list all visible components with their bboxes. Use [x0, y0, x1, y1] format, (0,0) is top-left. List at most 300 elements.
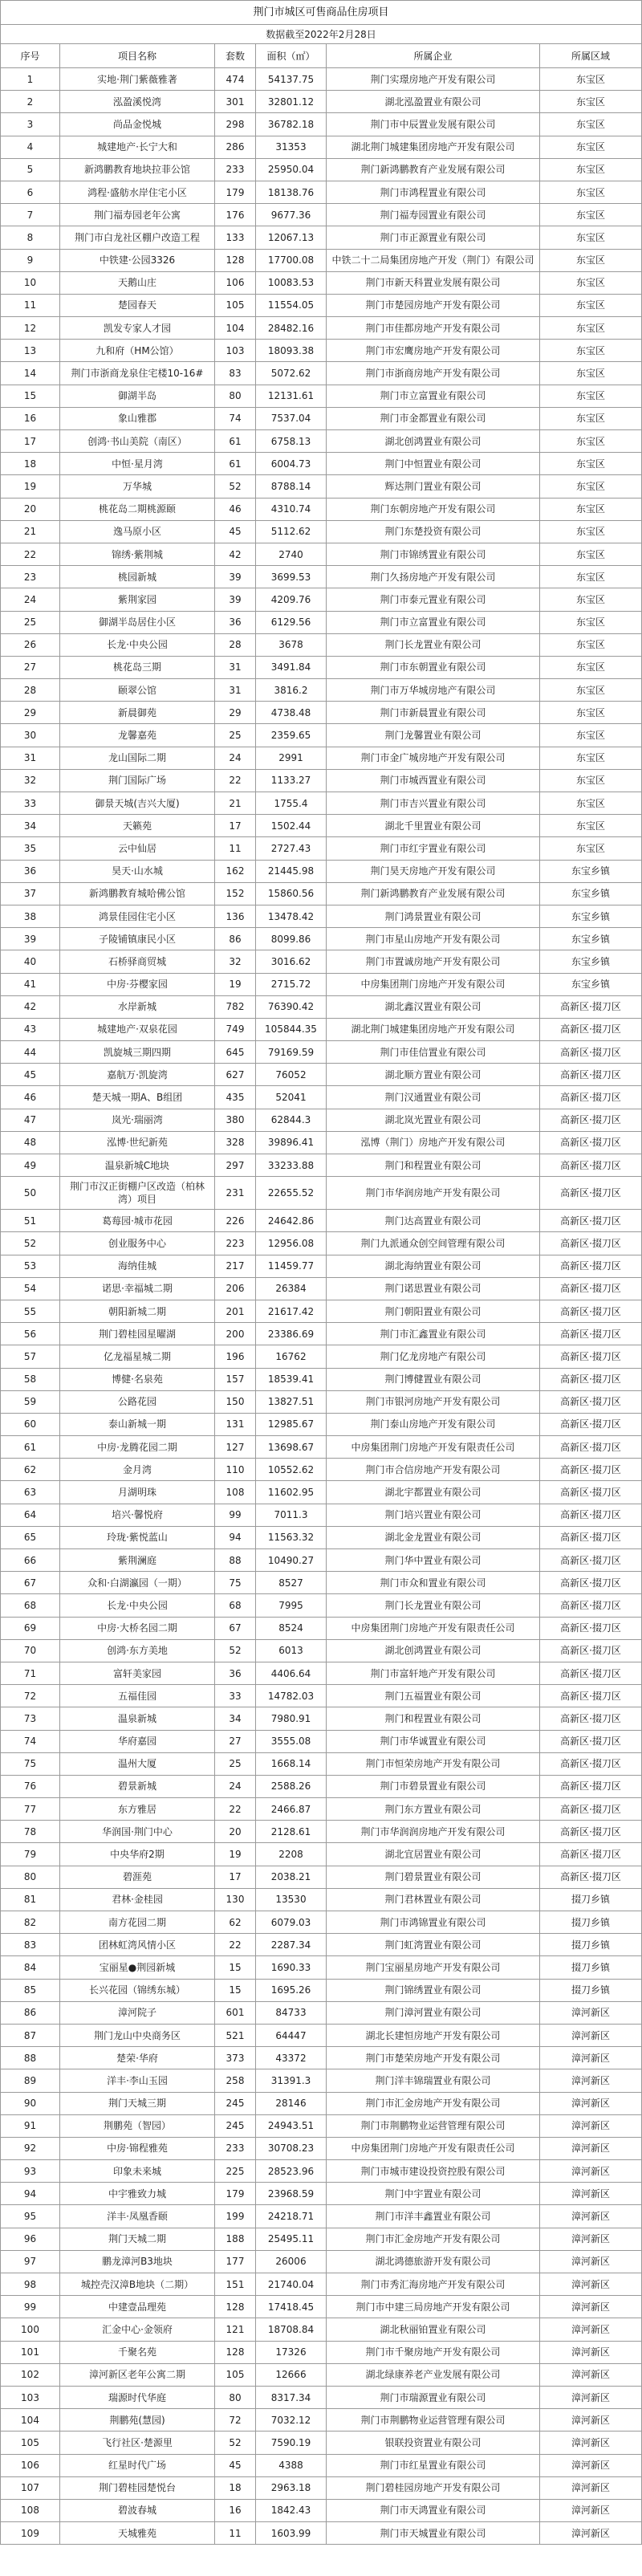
cell-index: 49: [1, 1154, 60, 1177]
cell-district: 东宝乡镇: [540, 928, 642, 950]
cell-company: 荆门市立富置业有限公司: [327, 612, 540, 634]
cell-index: 2: [1, 91, 60, 113]
cell-units: 105: [215, 295, 256, 317]
cell-area: 4738.48: [256, 702, 327, 724]
cell-district: 漳河新区: [540, 2205, 642, 2228]
cell-district: 漳河新区: [540, 2409, 642, 2432]
cell-company: 荆门中恒置业有限公司: [327, 453, 540, 475]
cell-units: 21: [215, 792, 256, 815]
cell-index: 11: [1, 295, 60, 317]
cell-company: 中房集团荆门房地产开发有限公司: [327, 974, 540, 996]
cell-project-name: 中房·芬樱家园: [60, 974, 215, 996]
cell-project-name: 温泉新城: [60, 1707, 215, 1730]
cell-district: 高新区·掇刀区: [540, 1369, 642, 1391]
cell-units: 106: [215, 272, 256, 295]
cell-units: 127: [215, 1436, 256, 1459]
cell-project-name: 南方花园二期: [60, 1911, 215, 1934]
cell-district: 东宝区: [540, 657, 642, 679]
cell-area: 11602.95: [256, 1481, 327, 1504]
table-row: [1, 2500, 642, 2522]
table-row: [1, 1278, 642, 1300]
cell-area: 12131.61: [256, 385, 327, 408]
cell-units: 28: [215, 634, 256, 657]
cell-company: 荆门市秀汇海房地产开发有限公司: [327, 2273, 540, 2296]
cell-units: 233: [215, 159, 256, 181]
cell-index: 71: [1, 1662, 60, 1685]
cell-company: 荆门鸿景置业有限公司: [327, 905, 540, 928]
cell-company: 荆门达高置业有限公司: [327, 1210, 540, 1232]
cell-project-name: 城建地产·双泉花园: [60, 1019, 215, 1041]
cell-district: 东宝区: [540, 475, 642, 498]
cell-project-name: 瑞源时代华庭: [60, 2387, 215, 2409]
cell-company: 荆门泰山房地产开发有限公司: [327, 1414, 540, 1436]
table-row: [1, 2273, 642, 2296]
table-row: [1, 453, 642, 475]
cell-area: 64447: [256, 2025, 327, 2047]
cell-area: 5072.62: [256, 362, 327, 385]
cell-units: 301: [215, 91, 256, 113]
cell-units: 94: [215, 1527, 256, 1549]
cell-index: 72: [1, 1685, 60, 1707]
cell-district: 高新区·掇刀区: [540, 1177, 642, 1210]
cell-area: 17700.08: [256, 250, 327, 272]
cell-units: 749: [215, 1019, 256, 1041]
cell-project-name: 荆门福寿园老年公寓: [60, 204, 215, 226]
table-row: [1, 1753, 642, 1776]
cell-units: 24: [215, 1776, 256, 1798]
cell-area: 21617.42: [256, 1300, 327, 1323]
cell-index: 7: [1, 204, 60, 226]
cell-area: 23386.69: [256, 1323, 327, 1345]
cell-project-name: 实地·荆门紫薇雅著: [60, 68, 215, 91]
cell-company: 湖北顺方置业有限公司: [327, 1064, 540, 1086]
cell-district: 东宝区: [540, 385, 642, 408]
cell-district: 东宝区: [540, 837, 642, 860]
cell-project-name: 水岸新城: [60, 996, 215, 1019]
cell-units: 151: [215, 2273, 256, 2296]
cell-area: 2991: [256, 747, 327, 770]
cell-company: 荆门和程置业有限公司: [327, 1154, 540, 1177]
cell-index: 96: [1, 2228, 60, 2251]
cell-project-name: 君林·金桂园: [60, 1889, 215, 1911]
table-row: [1, 657, 642, 679]
cell-company: 银联投资置业有限公司: [327, 2432, 540, 2454]
cell-company: 荆门长龙置业有限公司: [327, 634, 540, 657]
cell-units: 176: [215, 204, 256, 226]
cell-units: 61: [215, 453, 256, 475]
cell-index: 38: [1, 905, 60, 928]
cell-index: 39: [1, 928, 60, 950]
cell-area: 76390.42: [256, 996, 327, 1019]
cell-units: 177: [215, 2251, 256, 2273]
cell-company: 荆门市汇金房地产开发有限公司: [327, 2228, 540, 2251]
cell-index: 45: [1, 1064, 60, 1086]
cell-units: 36: [215, 1662, 256, 1685]
table-body: [1, 68, 642, 2545]
cell-company: 荆门朝阳置业有限公司: [327, 1300, 540, 1323]
cell-district: 高新区·掇刀区: [540, 1459, 642, 1481]
cell-units: 188: [215, 2228, 256, 2251]
cell-project-name: 中房·锦程雅苑: [60, 2138, 215, 2160]
table-row: [1, 2093, 642, 2115]
table-row: [1, 2387, 642, 2409]
cell-units: 99: [215, 1504, 256, 1527]
cell-units: 150: [215, 1391, 256, 1414]
cell-project-name: 培兴·馨悦府: [60, 1504, 215, 1527]
cell-index: 16: [1, 408, 60, 430]
cell-area: 3016.62: [256, 950, 327, 973]
cell-area: 18539.41: [256, 1369, 327, 1391]
cell-index: 29: [1, 702, 60, 724]
cell-units: 22: [215, 1934, 256, 1956]
cell-index: 103: [1, 2387, 60, 2409]
table-row: [1, 2069, 642, 2092]
cell-company: 荆门新鸿鹏教育产业发展有限公司: [327, 159, 540, 181]
cell-company: 荆门宝丽星房地产开发有限公司: [327, 1956, 540, 1979]
cell-area: 79169.59: [256, 1041, 327, 1064]
cell-company: 荆门汉通置业有限公司: [327, 1086, 540, 1109]
header-project-name: 项目名称: [60, 44, 215, 68]
cell-index: 3: [1, 113, 60, 136]
cell-district: 东宝区: [540, 702, 642, 724]
cell-units: 121: [215, 2318, 256, 2341]
cell-company: 荆门福寿园置业有限公司: [327, 204, 540, 226]
cell-company: 荆门诺思置业有限公司: [327, 1278, 540, 1300]
cell-district: 高新区·掇刀区: [540, 1843, 642, 1866]
cell-project-name: 鹏龙漳河B3地块: [60, 2251, 215, 2273]
cell-units: 31: [215, 679, 256, 702]
cell-company: 泓博（荆门）房地产开发有限公司: [327, 1132, 540, 1154]
table-row: [1, 2115, 642, 2138]
cell-units: 52: [215, 2432, 256, 2454]
cell-district: 高新区·掇刀区: [540, 1436, 642, 1459]
table-row: [1, 1618, 642, 1640]
cell-area: 12985.67: [256, 1414, 327, 1436]
cell-area: 7032.12: [256, 2409, 327, 2432]
cell-project-name: 九和府（HM公馆）: [60, 340, 215, 362]
cell-units: 200: [215, 1323, 256, 1345]
cell-project-name: 中宇雅致力城: [60, 2183, 215, 2205]
table-row: [1, 1776, 642, 1798]
cell-company: 荆门培兴置业有限公司: [327, 1504, 540, 1527]
cell-area: 17326: [256, 2342, 327, 2364]
cell-project-name: 锦绣·紫荆城: [60, 543, 215, 566]
cell-index: 23: [1, 566, 60, 588]
cell-company: 荆门市万华城房地产有限公司: [327, 679, 540, 702]
cell-area: 18138.76: [256, 181, 327, 204]
cell-company: 荆门市吉兴置业有限公司: [327, 792, 540, 815]
cell-project-name: 东方雅居: [60, 1798, 215, 1821]
table-row: [1, 1889, 642, 1911]
cell-project-name: 温泉新城C地块: [60, 1154, 215, 1177]
cell-index: 20: [1, 499, 60, 521]
cell-area: 1690.33: [256, 1956, 327, 1979]
cell-project-name: 宝丽星●荆园新城: [60, 1956, 215, 1979]
cell-units: 25: [215, 1753, 256, 1776]
cell-units: 162: [215, 861, 256, 883]
cell-index: 25: [1, 612, 60, 634]
cell-units: 201: [215, 1300, 256, 1323]
cell-index: 26: [1, 634, 60, 657]
cell-company: 荆门市佳都房地产开发有限公司: [327, 317, 540, 340]
cell-index: 18: [1, 453, 60, 475]
table-row: [1, 2160, 642, 2183]
table-row: [1, 1549, 642, 1572]
cell-company: 荆门市鸿程置业有限公司: [327, 181, 540, 204]
cell-units: 25: [215, 724, 256, 747]
cell-district: 高新区·掇刀区: [540, 1154, 642, 1177]
cell-project-name: 荆门市浙商龙泉住宅楼10-16#: [60, 362, 215, 385]
header-area: 面积（㎡）: [256, 44, 327, 68]
cell-area: 22655.52: [256, 1177, 327, 1210]
cell-project-name: 新鸿鹏教育城哈佛公馆: [60, 883, 215, 905]
table-row: [1, 1821, 642, 1843]
cell-units: 19: [215, 1843, 256, 1866]
table-row: [1, 2025, 642, 2047]
table-row: [1, 159, 642, 181]
table-row: [1, 1210, 642, 1232]
cell-project-name: 象山雅郡: [60, 408, 215, 430]
cell-area: 12956.08: [256, 1232, 327, 1255]
cell-units: 67: [215, 1618, 256, 1640]
cell-project-name: 天籁苑: [60, 815, 215, 837]
cell-units: 179: [215, 181, 256, 204]
cell-company: 中房集团荆门房地产开发有限责任公司: [327, 2138, 540, 2160]
cell-units: 645: [215, 1041, 256, 1064]
cell-index: 35: [1, 837, 60, 860]
cell-area: 33233.88: [256, 1154, 327, 1177]
cell-district: 掇刀乡镇: [540, 1980, 642, 2002]
cell-index: 89: [1, 2069, 60, 2092]
cell-project-name: 五福佳园: [60, 1685, 215, 1707]
cell-company: 湖北宜居置业有限公司: [327, 1843, 540, 1866]
cell-district: 东宝乡镇: [540, 974, 642, 996]
cell-company: 荆门市楚荣房地产开发有限公司: [327, 2047, 540, 2069]
cell-area: 18093.38: [256, 340, 327, 362]
cell-index: 91: [1, 2115, 60, 2138]
cell-units: 103: [215, 340, 256, 362]
cell-units: 46: [215, 499, 256, 521]
cell-district: 东宝区: [540, 792, 642, 815]
cell-district: 漳河新区: [540, 2432, 642, 2454]
cell-units: 80: [215, 2387, 256, 2409]
cell-project-name: 紫荆澜庭: [60, 1549, 215, 1572]
cell-project-name: 印象未来城: [60, 2160, 215, 2183]
cell-index: 105: [1, 2432, 60, 2454]
cell-district: 东宝区: [540, 724, 642, 747]
cell-company: 荆门市正源置业有限公司: [327, 226, 540, 249]
cell-company: 荆门市新晨置业有限公司: [327, 702, 540, 724]
table-row: [1, 1232, 642, 1255]
table-row: [1, 1685, 642, 1707]
cell-index: 31: [1, 747, 60, 770]
cell-units: 474: [215, 68, 256, 91]
cell-index: 14: [1, 362, 60, 385]
cell-company: 荆门市中辰置业发展有限公司: [327, 113, 540, 136]
table-row: [1, 2477, 642, 2500]
cell-units: 83: [215, 362, 256, 385]
cell-company: 荆门市楚园房地产开发有限公司: [327, 295, 540, 317]
header-district: 所属区域: [540, 44, 642, 68]
cell-index: 100: [1, 2318, 60, 2341]
cell-area: 28523.96: [256, 2160, 327, 2183]
table-row: [1, 612, 642, 634]
cell-district: 高新区·掇刀区: [540, 1731, 642, 1753]
cell-units: 128: [215, 2342, 256, 2364]
cell-project-name: 云中仙居: [60, 837, 215, 860]
cell-index: 85: [1, 1980, 60, 2002]
cell-district: 东宝乡镇: [540, 905, 642, 928]
cell-project-name: 楚荣·华府: [60, 2047, 215, 2069]
cell-index: 37: [1, 883, 60, 905]
cell-project-name: 新晨御苑: [60, 702, 215, 724]
title-row: [1, 1, 642, 25]
cell-index: 66: [1, 1549, 60, 1572]
table-row: [1, 385, 642, 408]
cell-district: 高新区·掇刀区: [540, 1618, 642, 1640]
cell-district: 漳河新区: [540, 2093, 642, 2115]
cell-units: 33: [215, 1685, 256, 1707]
table-row: [1, 1255, 642, 1278]
cell-units: 226: [215, 1210, 256, 1232]
cell-units: 223: [215, 1232, 256, 1255]
cell-index: 28: [1, 679, 60, 702]
table-row: [1, 905, 642, 928]
cell-index: 92: [1, 2138, 60, 2160]
cell-project-name: 桃花岛三期: [60, 657, 215, 679]
cell-area: 6004.73: [256, 453, 327, 475]
cell-units: 17: [215, 1866, 256, 1889]
cell-district: 掇刀乡镇: [540, 1934, 642, 1956]
cell-area: 6129.56: [256, 612, 327, 634]
cell-company: 荆门市宏鹰房地产开发有限公司: [327, 340, 540, 362]
cell-district: 漳河新区: [540, 2500, 642, 2522]
cell-index: 5: [1, 159, 60, 181]
cell-units: 196: [215, 1345, 256, 1368]
cell-area: 12067.13: [256, 226, 327, 249]
cell-district: 东宝区: [540, 204, 642, 226]
cell-project-name: 团林虹湾风情小区: [60, 1934, 215, 1956]
cell-index: 61: [1, 1436, 60, 1459]
cell-area: 7590.19: [256, 2432, 327, 2454]
cell-units: 157: [215, 1369, 256, 1391]
cell-company: 荆门市荆鹏物业运营管理有限公司: [327, 2115, 540, 2138]
cell-units: 782: [215, 996, 256, 1019]
cell-district: 高新区·掇刀区: [540, 1019, 642, 1041]
cell-area: 21445.98: [256, 861, 327, 883]
cell-units: 133: [215, 226, 256, 249]
cell-area: 24642.86: [256, 1210, 327, 1232]
cell-units: 130: [215, 1889, 256, 1911]
table-row: [1, 113, 642, 136]
cell-area: 24218.71: [256, 2205, 327, 2228]
cell-district: 高新区·掇刀区: [540, 1064, 642, 1086]
table-row: [1, 408, 642, 430]
cell-district: 漳河新区: [540, 2364, 642, 2387]
cell-index: 98: [1, 2273, 60, 2296]
cell-area: 32801.12: [256, 91, 327, 113]
cell-index: 43: [1, 1019, 60, 1041]
cell-district: 高新区·掇刀区: [540, 1391, 642, 1414]
table-row: [1, 996, 642, 1019]
cell-project-name: 葛莓园·城市花园: [60, 1210, 215, 1232]
cell-district: 漳河新区: [540, 2047, 642, 2069]
table-row: [1, 634, 642, 657]
cell-units: 39: [215, 588, 256, 611]
table-row: [1, 2228, 642, 2251]
table-row: [1, 1300, 642, 1323]
table-row: [1, 1391, 642, 1414]
cell-area: 8317.34: [256, 2387, 327, 2409]
cell-district: 漳河新区: [540, 2455, 642, 2477]
cell-project-name: 龙山国际二期: [60, 747, 215, 770]
cell-area: 3678: [256, 634, 327, 657]
cell-units: 88: [215, 1549, 256, 1572]
cell-district: 东宝区: [540, 543, 642, 566]
cell-area: 7995: [256, 1594, 327, 1617]
table-row: [1, 1481, 642, 1504]
cell-project-name: 华府嘉园: [60, 1731, 215, 1753]
page-title: 荆门市城区可售商品住房项目: [1, 1, 642, 25]
cell-index: 65: [1, 1527, 60, 1549]
cell-units: 17: [215, 815, 256, 837]
table-row: [1, 1798, 642, 1821]
cell-company: 荆门市锦绣置业有限公司: [327, 543, 540, 566]
cell-area: 52041: [256, 1086, 327, 1109]
table-row: [1, 1414, 642, 1436]
cell-area: 1133.27: [256, 770, 327, 792]
cell-project-name: 龙馨嘉苑: [60, 724, 215, 747]
cell-project-name: 御湖半岛居住小区: [60, 612, 215, 634]
cell-district: 东宝区: [540, 612, 642, 634]
cell-area: 6758.13: [256, 430, 327, 453]
table-row: [1, 91, 642, 113]
table-row: [1, 295, 642, 317]
cell-units: 128: [215, 2296, 256, 2318]
table-row: [1, 974, 642, 996]
cell-units: 74: [215, 408, 256, 430]
cell-company: 荆门市红宇置业有限公司: [327, 837, 540, 860]
cell-company: 荆门君林置业有限公司: [327, 1889, 540, 1911]
cell-district: 漳河新区: [540, 2228, 642, 2251]
cell-company: 中房集团荆门房地产开发有限责任公司: [327, 1618, 540, 1640]
cell-project-name: 城控壳汉漳B地块（二期）: [60, 2273, 215, 2296]
table-row: [1, 204, 642, 226]
cell-project-name: 碧景新城: [60, 1776, 215, 1798]
cell-project-name: 桃花岛二期桃源颐: [60, 499, 215, 521]
table-row: [1, 1154, 642, 1177]
cell-area: 2740: [256, 543, 327, 566]
cell-project-name: 天鹅山庄: [60, 272, 215, 295]
cell-area: 2359.65: [256, 724, 327, 747]
header-index: 序号: [1, 44, 60, 68]
table-row: [1, 181, 642, 204]
table-header-row: [1, 44, 642, 68]
cell-company: 荆门市洋丰鑫置业有限公司: [327, 2205, 540, 2228]
cell-index: 48: [1, 1132, 60, 1154]
cell-area: 8527: [256, 1572, 327, 1594]
cell-units: 20: [215, 1821, 256, 1843]
cell-company: 荆门东方置业有限公司: [327, 1798, 540, 1821]
cell-units: 80: [215, 385, 256, 408]
cell-project-name: 泓博·世纪新苑: [60, 1132, 215, 1154]
cell-district: 漳河新区: [540, 2477, 642, 2500]
cell-company: 荆门市荆鹏物业运营管理有限公司: [327, 2409, 540, 2432]
cell-district: 东宝区: [540, 770, 642, 792]
table-row: [1, 1866, 642, 1889]
cell-company: 湖北金龙置业有限公司: [327, 1527, 540, 1549]
cell-index: 15: [1, 385, 60, 408]
